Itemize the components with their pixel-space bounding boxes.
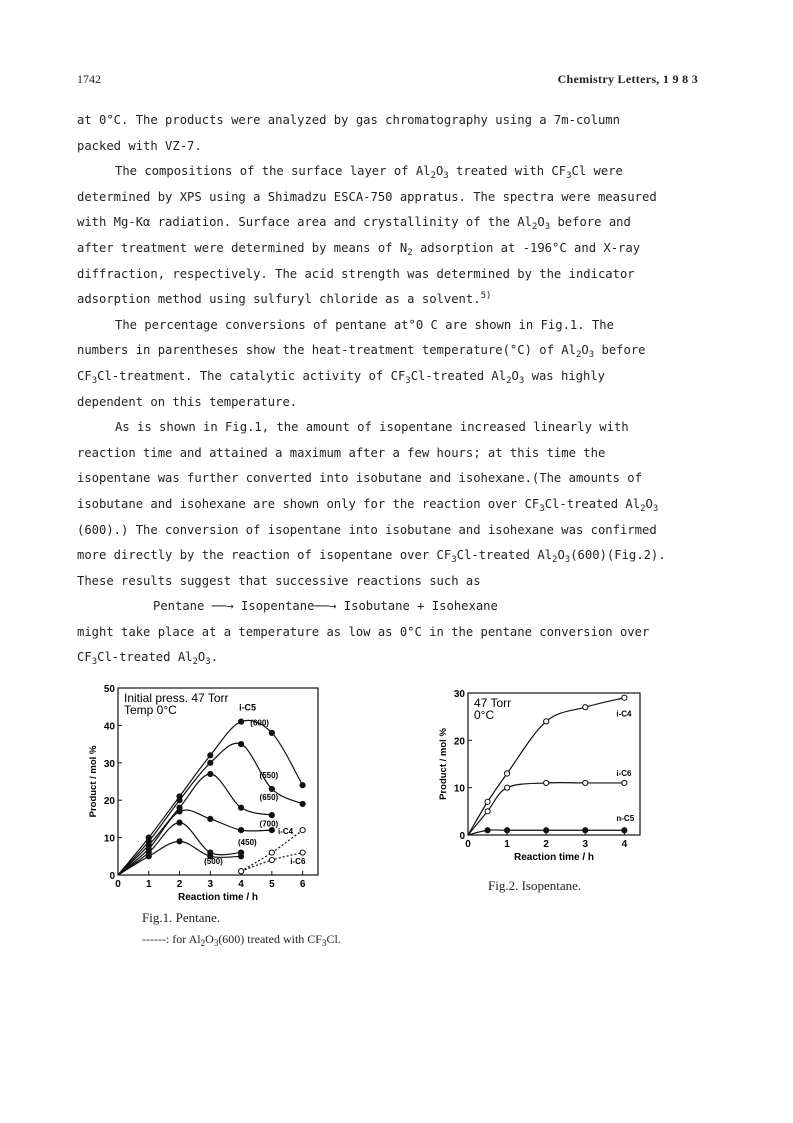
x-tick-label: 3 (582, 839, 589, 850)
text-line: (600).) The conversion of isopentane into isobutane and isohexane was confirmed (77, 522, 657, 537)
figure-2 (430, 685, 645, 865)
y-tick-label: 0 (459, 831, 465, 842)
data-point (208, 760, 213, 765)
data-point (300, 801, 305, 806)
chart-annotation: 0°C (474, 708, 495, 722)
text-line: after treatment were determined by means of $N_2$ adsorption at -196°C and X-ray (77, 240, 641, 258)
data-point (622, 695, 627, 700)
reference-marker: 5) (480, 291, 492, 302)
series-label: i-C6 (290, 856, 306, 866)
data-point (177, 820, 182, 825)
x-tick-label: 4 (238, 879, 244, 890)
text-line: numbers in parentheses show the heat-treatment temperature(°C) of $Al_2O_3$ before (77, 343, 646, 361)
data-point (544, 780, 549, 785)
data-point (177, 839, 182, 844)
series-line (468, 783, 624, 835)
chart-annotation: 47 Torr (474, 696, 512, 710)
data-point (504, 828, 509, 833)
y-axis-label: Product / mol % (438, 728, 449, 800)
data-point (146, 854, 151, 859)
y-tick-label: 30 (103, 758, 115, 770)
data-point (208, 771, 213, 776)
y-tick-label: 10 (103, 833, 115, 845)
data-point (300, 783, 305, 788)
figure-2-chart (430, 685, 645, 865)
y-tick-label: 20 (103, 796, 115, 808)
data-point (269, 850, 274, 855)
data-point (238, 854, 243, 859)
series-label: n-C5 (616, 813, 635, 823)
text-line: more directly by the reaction of isopentane over $CF_3Cl$-treated $Al_2O_3(600)(Fig.2)$. (77, 548, 666, 566)
figure-2-caption: Fig.2. Isopentane. (488, 878, 582, 893)
y-axis-label: Product / mol % (88, 745, 99, 818)
y-tick-label: 20 (453, 736, 465, 748)
data-point (583, 780, 588, 785)
text-line: diffraction, respectively. The acid strength was determined by the indicator (77, 266, 635, 281)
data-point (177, 809, 182, 814)
journal-title: Chemistry Letters, 1 9 8 3 (557, 72, 698, 86)
chart-annotation: Temp 0°C (124, 703, 177, 717)
x-tick-label: 3 (207, 879, 214, 890)
reaction-scheme: Pentane ──→ Isopentane──→ Isobutane + Isohexane (153, 599, 498, 614)
x-tick-label: 0 (115, 879, 121, 890)
y-tick-label: 30 (453, 689, 465, 700)
y-tick-label: 40 (103, 721, 115, 733)
figure-1-note: ------: for $Al_2O_3(600)$ treated with $CF_3Cl$. (142, 932, 341, 948)
y-tick-label: 50 (103, 684, 115, 695)
y-tick-label: 10 (453, 783, 465, 795)
text-line: determined by XPS using a Shimadzu ESCA-750 appratus. The spectra were measured (77, 189, 657, 204)
data-point (300, 828, 305, 833)
x-tick-label: 6 (299, 879, 306, 890)
text-line: packed with VZ-7. (77, 138, 202, 153)
series-label: (500) (204, 856, 223, 866)
chart-annotation: Initial press. 47 Torr (124, 691, 229, 705)
data-point (238, 805, 243, 810)
body-text (77, 108, 697, 671)
series-label: i-C6 (616, 768, 632, 778)
x-tick-label: 1 (145, 879, 152, 890)
data-point (269, 857, 274, 862)
text-line: dependent on this temperature. (77, 394, 298, 409)
x-tick-label: 5 (269, 879, 275, 890)
series-label: i-C4 (616, 709, 632, 719)
figure-1-caption: Fig.1. Pentane. (142, 910, 220, 925)
text-line: adsorption method using sulfuryl chloride as a solvent.$^{5)}$ (77, 291, 492, 307)
data-point (622, 780, 627, 785)
text-line: The percentage conversions of pentane at°0 C are shown in Fig.1. The (115, 317, 614, 332)
data-point (238, 869, 243, 874)
series-label: (550) (259, 770, 279, 780)
figure-1 (80, 680, 325, 910)
series-label: (600) (250, 718, 269, 728)
data-point (208, 753, 213, 758)
data-point (622, 828, 627, 833)
series-label: (450) (238, 838, 257, 848)
series-line (118, 774, 272, 875)
data-point (504, 785, 509, 790)
x-axis-label: Reaction time / h (513, 852, 595, 863)
text-line: isobutane and isohexane are shown only for the reaction over $CF_3Cl$-treated $Al_2O_3$ (77, 496, 659, 514)
data-point (269, 730, 274, 735)
text-line: As is shown in Fig.1, the amount of isopentane increased linearly with (115, 420, 629, 435)
x-tick-label: 4 (621, 839, 628, 850)
series-top-label: i-C5 (239, 702, 257, 713)
data-point (238, 828, 243, 833)
data-point (583, 828, 588, 833)
page-number: 1742 (77, 72, 101, 86)
data-point (485, 799, 490, 804)
data-point (504, 771, 509, 776)
text-line: These results suggest that successive reactions such as (77, 573, 481, 588)
data-point (485, 828, 490, 833)
text-line: at 0°C. The products were analyzed by gas chromatography using a 7m-column (77, 113, 620, 127)
data-point (208, 816, 213, 821)
text-line: $CF_3Cl$-treatment. The catalytic activity of $CF_3Cl$-treated $Al_2O_3$ was highly (77, 368, 606, 386)
data-point (177, 798, 182, 803)
x-tick-label: 2 (176, 879, 183, 890)
x-tick-label: 2 (543, 839, 549, 850)
text-line: might take place at a temperature as low as 0°C in the pentane conversion over (77, 624, 650, 639)
series-label: (650) (259, 793, 279, 803)
text-line: reaction time and attained a maximum after a few hours; at this time the (77, 445, 606, 460)
data-point (544, 828, 549, 833)
text-line: The compositions of the surface layer of $Al_2O_3$ treated with $CF_3Cl$ were (115, 164, 623, 182)
series-label: (700) (259, 819, 279, 829)
series-line (118, 823, 241, 875)
text-line: isopentane was further converted into isobutane and isohexane.(The amounts of (77, 471, 642, 486)
x-tick-label: 1 (504, 839, 510, 850)
data-point (238, 742, 243, 747)
x-tick-label: 0 (465, 839, 471, 850)
figure-1-chart (80, 680, 325, 910)
data-point (238, 719, 243, 724)
y-tick-label: 0 (109, 871, 115, 882)
x-axis-label: Reaction time / h (177, 892, 259, 903)
text-line: with Mg-Kα radiation. Surface area and crystallinity of the $Al_2O_3$ before and (77, 215, 631, 233)
text-line: $CF_3Cl$-treated $Al_2O_3$. (77, 650, 219, 668)
data-point (544, 719, 549, 724)
data-point (269, 813, 274, 818)
data-point (300, 850, 305, 855)
data-point (485, 809, 490, 814)
series-label: i-C4 (278, 826, 294, 836)
data-point (269, 786, 274, 791)
data-point (583, 705, 588, 710)
